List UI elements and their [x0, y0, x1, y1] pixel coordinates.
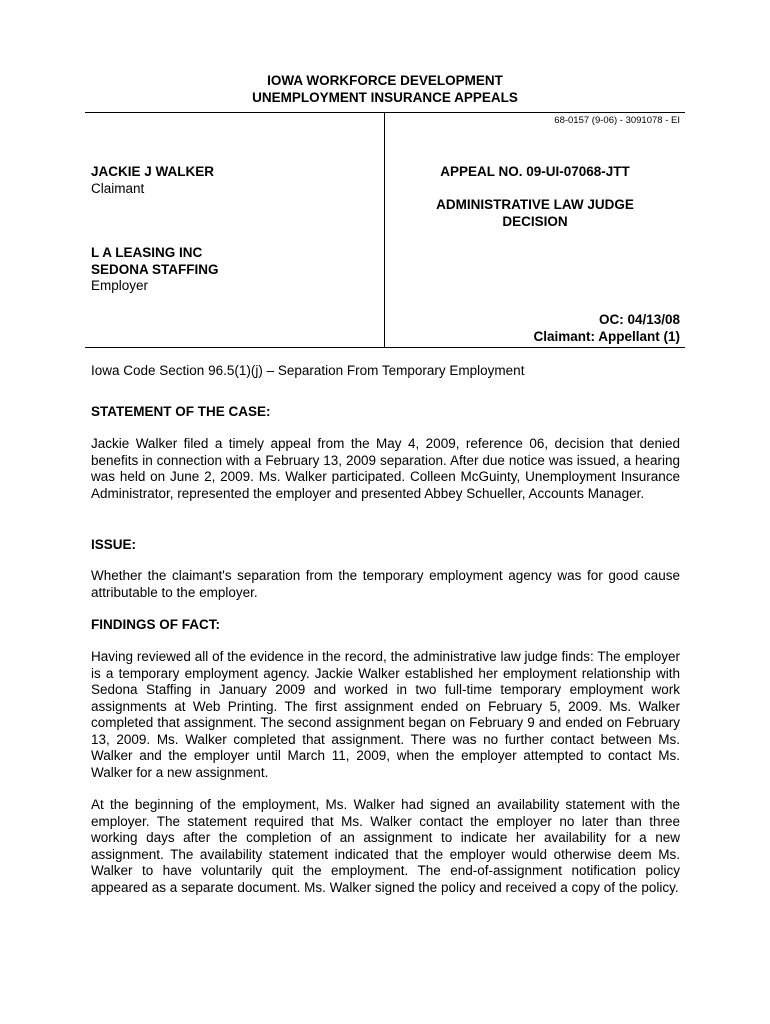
agency-title: IOWA WORKFORCE DEVELOPMENT — [267, 73, 503, 88]
employer-name-line1: L A LEASING INC — [91, 245, 203, 260]
decision-title-line1: ADMINISTRATIVE LAW JUDGE — [436, 197, 634, 212]
statement-paragraph: Jackie Walker filed a timely appeal from the May 4, 2009, reference 06, decision that denied benefits in connection with a February 13, 2009 separation. After due notice was issued, a hearing was held on June 2, 2009. Ms. Walker participated. Colleen McGuinty, Unemployment Insurance Administrator, represented the employer and presented Abbey Schueller, Accounts Manager. — [91, 436, 680, 501]
form-number: 68-0157 (9-06) - 3091078 - EI — [554, 115, 680, 126]
decision-title — [385, 197, 685, 230]
statement-heading: STATEMENT OF THE CASE: — [91, 404, 271, 419]
employer-block — [91, 245, 219, 295]
appeal-number: APPEAL NO. 09-UI-07068-JTT — [440, 164, 630, 179]
findings-heading: FINDINGS OF FACT: — [91, 617, 220, 632]
findings-paragraph-2: At the beginning of the employment, Ms. Walker had signed an availability statement with the employer. The statement required that Ms. Walker contact the employer no later than three working days after the completion of an assignment to indicate her availability for a new assignment. The availability statement indicated that the employer would otherwise deem Ms. Walker to have voluntarily quit the employment. The end-of-assignment notification policy appeared as a separate document. Ms. Walker signed the policy and received a copy of the policy. — [91, 797, 680, 895]
claim-info — [533, 312, 680, 345]
employer-name-line2: SEDONA STAFFING — [91, 261, 219, 277]
division-title: UNEMPLOYMENT INSURANCE APPEALS — [252, 90, 518, 105]
oc-date: OC: 04/13/08 — [598, 312, 680, 327]
header-rule-bottom — [85, 347, 685, 348]
claimant-block — [91, 164, 214, 197]
code-section: Iowa Code Section 96.5(1)(j) – Separation From Temporary Employment — [91, 363, 525, 378]
claimant-status: Claimant: Appellant (1) — [533, 328, 680, 344]
claimant-role: Claimant — [91, 180, 145, 196]
decision-title-line2: DECISION — [502, 213, 568, 229]
header-rule-top — [85, 112, 685, 113]
issue-heading: ISSUE: — [91, 537, 137, 552]
issue-paragraph: Whether the claimant's separation from the temporary employment agency was for good cause attributable to the employer. — [91, 568, 680, 600]
claimant-name: JACKIE J WALKER — [91, 164, 215, 179]
employer-role: Employer — [91, 278, 149, 293]
findings-paragraph-1: Having reviewed all of the evidence in the record, the administrative law judge finds: The employer is a temporary employment agency. Jackie Walker established her employment relationship with Sedona Staffing in January 2009 and worked in two full-time temporary employment work assignments at Web Printing. The first assignment ended on February 5, 2009. Ms. Walker completed that assignment. The second assignment began on February 9 and ended on February 13, 2009. Ms. Walker completed that assignment. There was no further contact between Ms. Walker and the employer until March 11, 2009, when the employer attempted to contact Ms. Walker for a new assignment. — [91, 649, 680, 780]
